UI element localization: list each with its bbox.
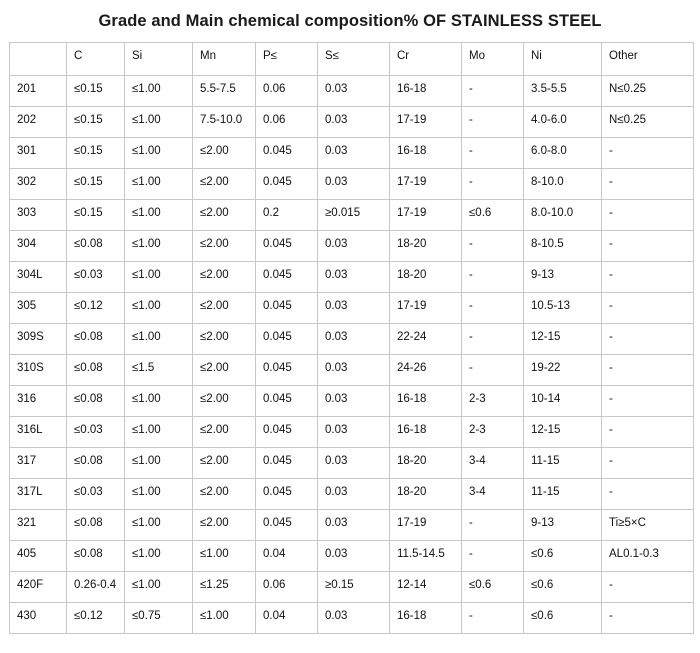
cell-other: - [602,416,694,447]
cell-si: ≤1.00 [125,385,193,416]
cell-si: ≤1.00 [125,137,193,168]
cell-cr: 17-19 [390,199,462,230]
table-row [10,75,694,106]
cell-s: 0.03 [318,416,390,447]
cell-mn: ≤1.00 [193,602,256,633]
cell-other: - [602,292,694,323]
cell-other: - [602,199,694,230]
cell-mo: 3-4 [462,447,524,478]
cell-p: 0.045 [256,137,318,168]
table-row [10,478,694,509]
cell-ni: 6.0-8.0 [524,137,602,168]
cell-p: 0.04 [256,602,318,633]
cell-grade: 304 [10,230,67,261]
cell-cr: 17-19 [390,292,462,323]
table-row [10,323,694,354]
cell-grade: 321 [10,509,67,540]
cell-p: 0.045 [256,478,318,509]
cell-s: 0.03 [318,385,390,416]
column-header-mo: Mo [462,42,524,75]
cell-p: 0.04 [256,540,318,571]
cell-other: - [602,447,694,478]
cell-grade: 316L [10,416,67,447]
table-row [10,168,694,199]
cell-cr: 22-24 [390,323,462,354]
cell-cr: 16-18 [390,385,462,416]
table-row [10,261,694,292]
cell-mn: ≤2.00 [193,168,256,199]
cell-c: ≤0.15 [67,106,125,137]
cell-cr: 11.5-14.5 [390,540,462,571]
cell-cr: 17-19 [390,509,462,540]
cell-mo: - [462,323,524,354]
cell-mn: ≤2.00 [193,447,256,478]
cell-other: N≤0.25 [602,106,694,137]
cell-p: 0.045 [256,323,318,354]
cell-s: 0.03 [318,168,390,199]
cell-p: 0.045 [256,354,318,385]
cell-mn: 7.5-10.0 [193,106,256,137]
cell-other: - [602,478,694,509]
cell-si: ≤1.00 [125,261,193,292]
cell-cr: 24-26 [390,354,462,385]
cell-c: ≤0.15 [67,168,125,199]
cell-mo: - [462,292,524,323]
table-header [10,42,694,75]
cell-mn: ≤2.00 [193,230,256,261]
cell-mo: - [462,509,524,540]
cell-c: ≤0.03 [67,478,125,509]
cell-grade: 304L [10,261,67,292]
cell-ni: 9-13 [524,509,602,540]
cell-si: ≤1.00 [125,323,193,354]
cell-mo: - [462,602,524,633]
cell-ni: 3.5-5.5 [524,75,602,106]
cell-grade: 420F [10,571,67,602]
cell-mo: - [462,137,524,168]
cell-other: Ti≥5×C [602,509,694,540]
table-container [0,42,700,634]
cell-p: 0.06 [256,106,318,137]
cell-s: 0.03 [318,292,390,323]
cell-si: ≤1.00 [125,509,193,540]
chemical-composition-table [9,42,694,634]
cell-cr: 17-19 [390,106,462,137]
cell-cr: 18-20 [390,230,462,261]
table-row [10,509,694,540]
cell-ni: 10.5-13 [524,292,602,323]
cell-p: 0.045 [256,509,318,540]
table-row [10,199,694,230]
cell-c: ≤0.08 [67,385,125,416]
cell-other: - [602,323,694,354]
cell-p: 0.045 [256,292,318,323]
cell-s: 0.03 [318,540,390,571]
cell-p: 0.06 [256,571,318,602]
cell-mn: ≤2.00 [193,323,256,354]
cell-grade: 303 [10,199,67,230]
cell-other: - [602,137,694,168]
cell-cr: 12-14 [390,571,462,602]
table-row [10,602,694,633]
cell-c: ≤0.08 [67,509,125,540]
column-header-cr: Cr [390,42,462,75]
cell-mn: ≤2.00 [193,261,256,292]
cell-p: 0.045 [256,416,318,447]
cell-p: 0.045 [256,385,318,416]
cell-mn: ≤2.00 [193,292,256,323]
cell-si: ≤1.00 [125,571,193,602]
cell-cr: 16-18 [390,137,462,168]
table-row [10,354,694,385]
cell-s: 0.03 [318,354,390,385]
table-row [10,137,694,168]
cell-c: ≤0.15 [67,137,125,168]
table-row [10,416,694,447]
cell-cr: 17-19 [390,168,462,199]
table-header-row [10,42,694,75]
cell-cr: 18-20 [390,478,462,509]
cell-si: ≤0.75 [125,602,193,633]
table-row [10,571,694,602]
cell-mo: - [462,168,524,199]
cell-si: ≤1.00 [125,292,193,323]
table-row [10,230,694,261]
table-row [10,447,694,478]
cell-mn: ≤2.00 [193,137,256,168]
cell-ni: 8-10.5 [524,230,602,261]
cell-grade: 317L [10,478,67,509]
cell-mo: - [462,354,524,385]
cell-s: 0.03 [318,230,390,261]
cell-grade: 202 [10,106,67,137]
cell-s: 0.03 [318,509,390,540]
cell-s: ≥0.15 [318,571,390,602]
cell-mo: ≤0.6 [462,199,524,230]
cell-c: ≤0.15 [67,199,125,230]
cell-c: ≤0.12 [67,292,125,323]
cell-ni: 11-15 [524,447,602,478]
cell-c: ≤0.12 [67,602,125,633]
cell-si: ≤1.00 [125,447,193,478]
cell-grade: 302 [10,168,67,199]
cell-mo: 3-4 [462,478,524,509]
cell-mo: - [462,106,524,137]
column-header-c: C [67,42,125,75]
cell-s: 0.03 [318,75,390,106]
cell-si: ≤1.00 [125,106,193,137]
cell-c: ≤0.08 [67,447,125,478]
column-header-si: Si [125,42,193,75]
table-row [10,540,694,571]
cell-s: 0.03 [318,447,390,478]
cell-other: - [602,168,694,199]
cell-cr: 18-20 [390,447,462,478]
cell-mn: ≤2.00 [193,354,256,385]
cell-ni: 8-10.0 [524,168,602,199]
cell-cr: 16-18 [390,602,462,633]
cell-p: 0.2 [256,199,318,230]
cell-si: ≤1.00 [125,416,193,447]
cell-c: ≤0.08 [67,323,125,354]
cell-s: 0.03 [318,137,390,168]
column-header-mn: Mn [193,42,256,75]
cell-mo: ≤0.6 [462,571,524,602]
cell-other: - [602,385,694,416]
cell-si: ≤1.00 [125,478,193,509]
cell-grade: 316 [10,385,67,416]
cell-c: ≤0.08 [67,540,125,571]
column-header-grade [10,42,67,75]
cell-mn: ≤2.00 [193,478,256,509]
column-header-p: P≤ [256,42,318,75]
cell-ni: 19-22 [524,354,602,385]
cell-other: - [602,261,694,292]
cell-s: ≥0.015 [318,199,390,230]
cell-ni: 4.0-6.0 [524,106,602,137]
cell-c: ≤0.03 [67,416,125,447]
cell-p: 0.045 [256,168,318,199]
table-row [10,106,694,137]
cell-si: ≤1.00 [125,168,193,199]
cell-mn: ≤2.00 [193,416,256,447]
cell-mn: ≤1.00 [193,540,256,571]
cell-mn: ≤2.00 [193,385,256,416]
cell-ni: 8.0-10.0 [524,199,602,230]
cell-c: ≤0.15 [67,75,125,106]
column-header-other: Other [602,42,694,75]
cell-other: N≤0.25 [602,75,694,106]
table-row [10,292,694,323]
cell-ni: ≤0.6 [524,602,602,633]
cell-si: ≤1.5 [125,354,193,385]
cell-ni: 12-15 [524,323,602,354]
cell-si: ≤1.00 [125,199,193,230]
cell-mn: ≤2.00 [193,509,256,540]
cell-p: 0.045 [256,230,318,261]
page-title: Grade and Main chemical composition% OF STAINLESS STEEL [98,12,602,30]
cell-mo: 2-3 [462,416,524,447]
cell-p: 0.045 [256,447,318,478]
cell-mo: - [462,75,524,106]
cell-c: ≤0.08 [67,354,125,385]
cell-grade: 405 [10,540,67,571]
cell-ni: 12-15 [524,416,602,447]
cell-p: 0.06 [256,75,318,106]
cell-c: 0.26-0.4 [67,571,125,602]
cell-si: ≤1.00 [125,540,193,571]
cell-ni: 10-14 [524,385,602,416]
cell-grade: 430 [10,602,67,633]
cell-cr: 16-18 [390,75,462,106]
cell-grade: 309S [10,323,67,354]
cell-ni: 11-15 [524,478,602,509]
cell-mn: 5.5-7.5 [193,75,256,106]
cell-mo: - [462,540,524,571]
column-header-s: S≤ [318,42,390,75]
cell-grade: 317 [10,447,67,478]
cell-p: 0.045 [256,261,318,292]
cell-mo: - [462,230,524,261]
cell-s: 0.03 [318,602,390,633]
cell-s: 0.03 [318,478,390,509]
cell-other: - [602,602,694,633]
cell-other: - [602,230,694,261]
cell-mn: ≤1.25 [193,571,256,602]
cell-si: ≤1.00 [125,75,193,106]
cell-other: - [602,571,694,602]
cell-grade: 301 [10,137,67,168]
cell-grade: 201 [10,75,67,106]
table-row [10,385,694,416]
cell-other: AL0.1-0.3 [602,540,694,571]
column-header-ni: Ni [524,42,602,75]
cell-mo: 2-3 [462,385,524,416]
cell-s: 0.03 [318,261,390,292]
cell-grade: 305 [10,292,67,323]
cell-c: ≤0.03 [67,261,125,292]
cell-grade: 310S [10,354,67,385]
cell-si: ≤1.00 [125,230,193,261]
table-body [10,75,694,633]
cell-s: 0.03 [318,106,390,137]
cell-s: 0.03 [318,323,390,354]
cell-mn: ≤2.00 [193,199,256,230]
cell-cr: 16-18 [390,416,462,447]
cell-ni: 9-13 [524,261,602,292]
cell-ni: ≤0.6 [524,571,602,602]
cell-c: ≤0.08 [67,230,125,261]
cell-ni: ≤0.6 [524,540,602,571]
cell-other: - [602,354,694,385]
cell-cr: 18-20 [390,261,462,292]
cell-mo: - [462,261,524,292]
